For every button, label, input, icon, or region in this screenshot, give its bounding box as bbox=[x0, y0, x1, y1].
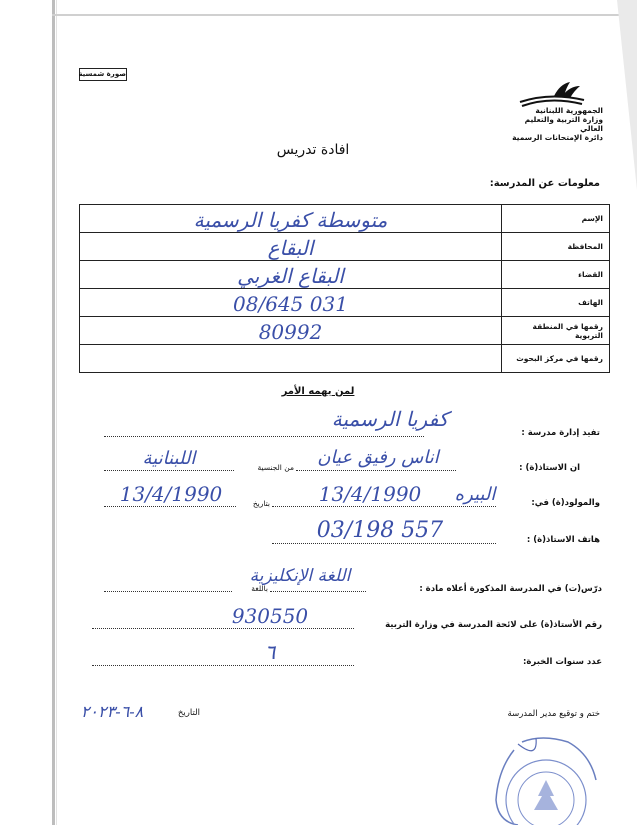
experience-value: ٦ bbox=[264, 640, 276, 664]
experience-label: عدد سنوات الخبرة: bbox=[522, 657, 602, 667]
table-row bbox=[80, 289, 610, 317]
scan-edge-left-inner bbox=[56, 0, 57, 825]
date-label: بتاريخ bbox=[252, 499, 270, 508]
school-admin-value: كفريا الرسمية bbox=[331, 407, 449, 431]
scan-edge-top bbox=[52, 14, 637, 16]
nationality-dots bbox=[104, 470, 234, 471]
phone-label: الهاتف bbox=[502, 289, 610, 317]
teacher-dots bbox=[296, 470, 456, 471]
school-info-table bbox=[79, 204, 610, 373]
subject-value: اللغة الإنكليزية bbox=[249, 566, 351, 586]
signature-date-value: ٨-٦-٢٠٢٣ bbox=[80, 702, 144, 721]
teacher-phone-value: 03/198 557 bbox=[316, 518, 444, 543]
date-dots bbox=[104, 506, 236, 507]
region-number-text: 80992 bbox=[258, 320, 323, 344]
school-admin-label: تفيد إدارة مدرسة : bbox=[521, 428, 600, 438]
subject-label: درّس(ت) في المدرسة المذكورة أعلاه مادة : bbox=[419, 584, 602, 594]
nationality-value: اللبنانية bbox=[142, 448, 196, 469]
table-row bbox=[80, 233, 610, 261]
research-number-label: رقمها في مركز البحوث bbox=[502, 345, 610, 373]
birth-label: والمولود(ة) في: bbox=[531, 498, 600, 508]
photo-stamp-box: صورة شمسية bbox=[79, 68, 127, 81]
header-block bbox=[508, 106, 603, 142]
header-republic: الجمهورية اللبنانية bbox=[535, 106, 603, 115]
teacher-number-dots bbox=[92, 628, 354, 629]
district-label: القضاء bbox=[502, 261, 610, 289]
document-title: افادة تدريس bbox=[276, 142, 350, 158]
table-row bbox=[80, 317, 610, 345]
teacher-label: ان الاستاذ(ة) : bbox=[519, 463, 580, 473]
school-seal-icon bbox=[478, 730, 598, 825]
signature-label: ختم و توقيع مدير المدرسة bbox=[507, 709, 600, 719]
governorate-label: المحافظة bbox=[502, 233, 610, 261]
school-name-text: متوسطة كفريا الرسمية bbox=[193, 208, 388, 232]
school-info-heading: معلومات عن المدرسة: bbox=[489, 178, 600, 189]
header-department: دائرة الإمتحانات الرسمية bbox=[512, 133, 603, 142]
research-number-value bbox=[80, 345, 502, 373]
signature-date-label: التاريخ bbox=[177, 708, 200, 718]
folded-corner bbox=[617, 0, 637, 190]
governorate-text: البقاع bbox=[267, 236, 314, 260]
teacher-number-label: رقم الأستاذ(ة) على لائحة المدرسة في وزارة التربية bbox=[385, 620, 602, 630]
phone-value bbox=[80, 289, 502, 317]
subject-dots bbox=[270, 591, 366, 592]
school-admin-dots bbox=[104, 436, 424, 437]
nationality-label: من الجنسية bbox=[257, 463, 294, 472]
teacher-number-value: 930550 bbox=[231, 604, 309, 628]
district-value bbox=[80, 261, 502, 289]
region-number-value bbox=[80, 317, 502, 345]
teacher-phone-dots bbox=[272, 543, 496, 544]
birth-place-value: البيره bbox=[454, 484, 496, 505]
governorate-value bbox=[80, 233, 502, 261]
header-ministry: وزارة التربية والتعليم العالي bbox=[524, 115, 603, 133]
experience-dots bbox=[92, 665, 354, 666]
scan-edge-left bbox=[52, 0, 55, 825]
school-name-value bbox=[80, 205, 502, 233]
to-whom-heading: لمن يهمه الأمر bbox=[281, 386, 355, 397]
ministry-logo-icon bbox=[514, 78, 586, 108]
birth-date-value: 13/4/1990 bbox=[318, 482, 422, 506]
table-row bbox=[80, 345, 610, 373]
teacher-phone-label: هاتف الاستاذ(ة) : bbox=[526, 535, 600, 545]
district-text: البقاع الغربي bbox=[237, 264, 344, 288]
date-value: 13/4/1990 bbox=[119, 482, 223, 506]
table-row bbox=[80, 261, 610, 289]
language-label: باللغة bbox=[251, 584, 268, 593]
phone-text: 08/645 031 bbox=[233, 292, 348, 316]
teacher-name-value: اناس رفيق عيان bbox=[317, 447, 439, 468]
region-number-label: رقمها في المنطقة التربوية bbox=[502, 317, 610, 345]
table-row bbox=[80, 205, 610, 233]
school-name-label: الإسم bbox=[502, 205, 610, 233]
language-dots bbox=[104, 591, 232, 592]
birth-dots bbox=[272, 506, 496, 507]
